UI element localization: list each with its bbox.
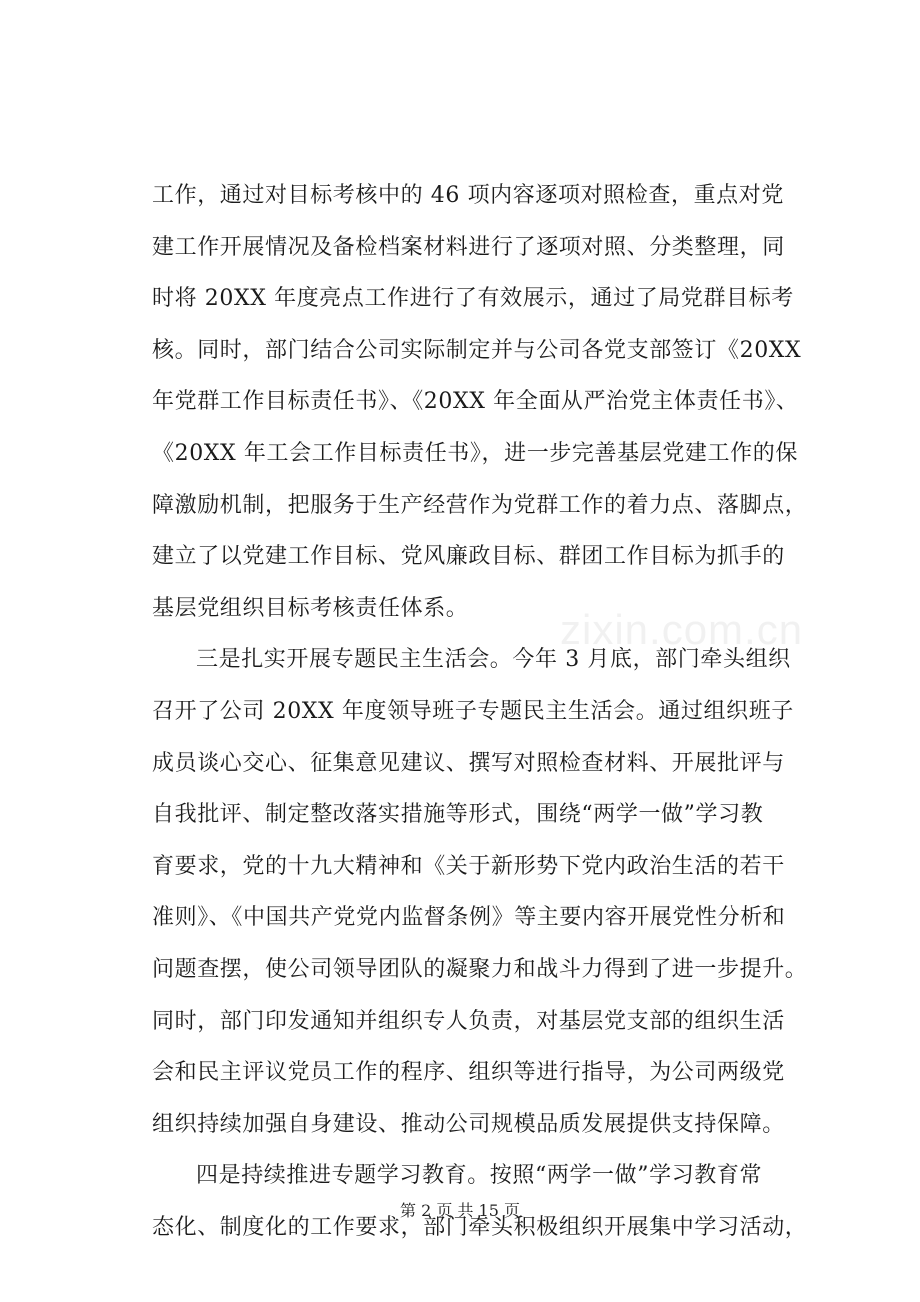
text-line: 建工作开展情况及备检档案材料进行了逐项对照、分类整理，同 [152,234,785,260]
text-line: 年党群工作目标责任书》、《20XX 年全面从严治党主体责任书》、 [152,389,799,415]
paragraph-start-line: 三是扎实开展专题民主生活会。今年 3 月底，部门牵头组织 [196,647,791,673]
paragraph-start-line: 四是持续推进专题学习教育。按照“两学一做”学习教育常 [196,1163,763,1189]
text-line: 时将 20XX 年度亮点工作进行了有效展示，通过了局党群目标考 [152,286,794,312]
text-line: 召开了公司 20XX 年度领导班子专题民主生活会。通过组织班子 [152,698,794,724]
text-line: 障激励机制，把服务于生产经营作为党群工作的着力点、落脚点， [152,492,808,518]
text-line: 自我批评、制定整改落实措施等形式，围绕“两学一做”学习教 [152,802,764,828]
text-line: 基层党组织目标考核责任体系。 [152,595,469,621]
text-line: 同时，部门印发通知并组织专人负责，对基层党支部的组织生活 [152,1008,785,1034]
text-line: 《20XX 年工会工作目标责任书》，进一步完善基层党建工作的保 [152,440,798,466]
text-line: 态化、制度化的工作要求，部门牵头积极组织开展集中学习活动， [152,1214,808,1240]
text-line: 准则》、《中国共产党党内监督条例》等主要内容开展党性分析和 [152,905,786,931]
body-text [152,170,808,1253]
text-line: 会和民主评议党员工作的程序、组织等进行指导，为公司两级党 [152,1060,785,1086]
text-line: 问题查摆，使公司领导团队的凝聚力和战斗力得到了进一步提升。 [152,956,808,982]
text-line: 工作，通过对目标考核中的 46 项内容逐项对照检查，重点对党 [152,183,784,208]
text-line: 育要求，党的十九大精神和《关于新形势下党内政治生活的若干 [152,853,785,879]
text-line: 成员谈心交心、征集意见建议、撰写对照检查材料、开展批评与 [152,750,785,776]
text-line: 组织持续加强自身建设、推动公司规模品质发展提供支持保障。 [152,1111,785,1137]
text-line: 建立了以党建工作目标、党风廉政目标、群团工作目标为抓手的 [152,544,785,570]
text-line: 核。同时，部门结合公司实际制定并与公司各党支部签订《20XX [152,337,802,363]
page-number-footer: 第 2 页 共 15 页 [400,1201,520,1220]
watermark: zixin.com.cn [560,606,804,653]
